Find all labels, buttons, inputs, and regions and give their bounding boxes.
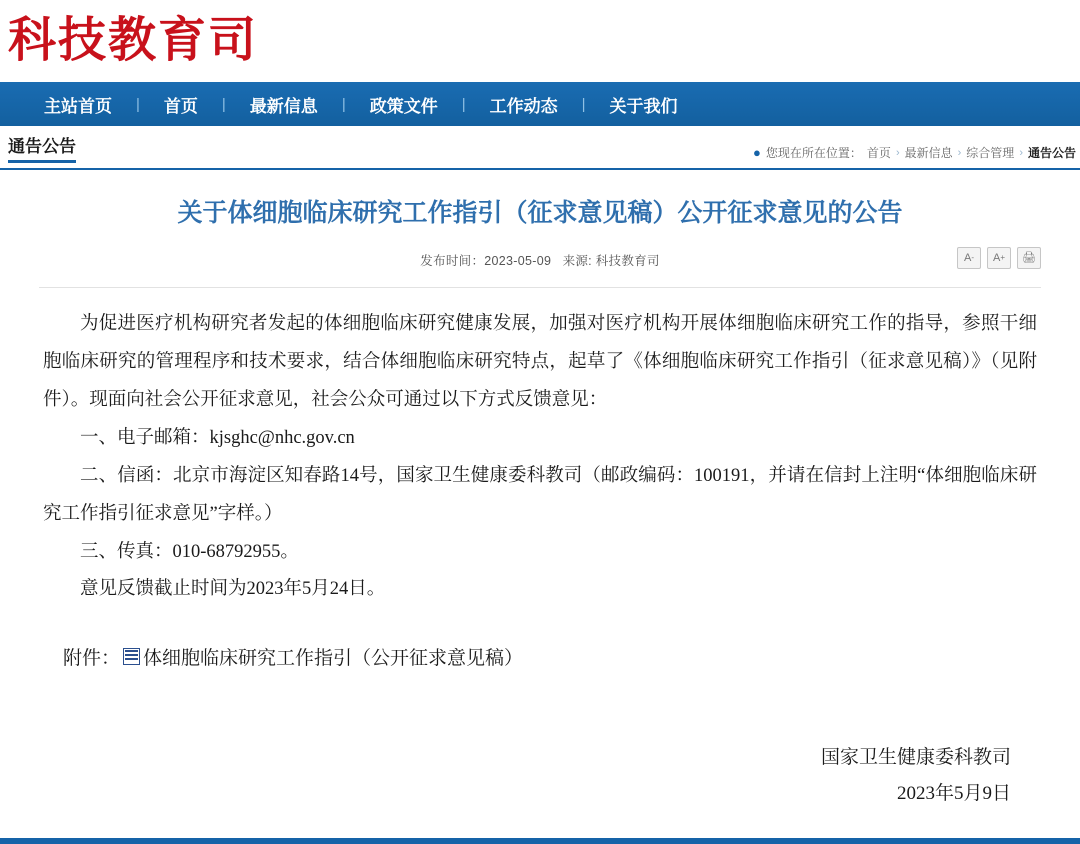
article-paragraph: 二、信函：北京市海淀区知春路14号，国家卫生健康委科教司（邮政编码：100191，并请在信封上注明“体细胞临床研究工作指引征求意见”字样。） bbox=[43, 465, 1037, 524]
chevron-right-icon: › bbox=[1019, 146, 1023, 159]
publish-time-label: 发布时间： bbox=[420, 254, 485, 268]
font-smaller-button[interactable]: A - bbox=[957, 247, 981, 269]
breadcrumb-prefix: 您现在所在位置： bbox=[765, 146, 862, 160]
breadcrumb bbox=[753, 144, 1076, 163]
article-tools bbox=[957, 247, 1041, 269]
nav-separator: | bbox=[221, 95, 226, 113]
font-larger-button[interactable]: A + bbox=[987, 247, 1011, 269]
breadcrumb-item-general-management[interactable]: 综合管理 bbox=[966, 146, 1015, 160]
nav-item-latest-info[interactable]: 最新信息 bbox=[249, 96, 318, 116]
nav-separator: | bbox=[581, 95, 586, 113]
attachment-label: 附件： bbox=[63, 648, 121, 670]
nav-separator: | bbox=[136, 95, 140, 113]
breadcrumb-item-current: 通告公告 bbox=[1027, 146, 1076, 160]
signature-org: 国家卫生健康委科教司 bbox=[820, 747, 1011, 769]
nav-item-home-main[interactable]: 主站首页 bbox=[44, 96, 112, 116]
nav-separator: | bbox=[341, 95, 346, 113]
source-label: 来源: bbox=[562, 254, 592, 268]
meta-divider bbox=[39, 287, 1041, 288]
word-document-icon bbox=[123, 648, 140, 665]
source-value: 科技教育司 bbox=[595, 254, 660, 268]
article-paragraph: 一、电子邮箱：kjsghc@nhc.gov.cn bbox=[80, 427, 355, 448]
nav-item-work-updates[interactable]: 工作动态 bbox=[489, 96, 558, 116]
nav-item-about-us[interactable]: 关于我们 bbox=[609, 96, 678, 116]
breadcrumb-item-home[interactable]: 首页 bbox=[866, 146, 891, 160]
site-logo: 科技教育司 bbox=[8, 14, 259, 67]
article-meta-text bbox=[420, 251, 659, 269]
location-pin-icon: ● bbox=[753, 145, 761, 160]
channel-breadcrumb-row bbox=[0, 126, 1080, 170]
main-nav bbox=[0, 82, 1080, 126]
print-icon[interactable]: 🖨 bbox=[1017, 247, 1041, 269]
article-paragraph: 意见反馈截止时间为2023年5月24日。 bbox=[80, 579, 386, 600]
article-paragraph: 三、传真：010-68792955。 bbox=[80, 541, 299, 562]
page-title: 通告公告 bbox=[8, 137, 76, 163]
article bbox=[39, 170, 1041, 813]
nav-separator: | bbox=[461, 95, 466, 113]
site-header bbox=[0, 0, 1080, 82]
article-paragraph: 为促进医疗机构研究者发起的体细胞临床研究健康发展，加强对医疗机构开展体细胞临床研究工作的指导，参照干细胞临床研究的管理程序和技术要求，结合体细胞临床研究特点，起草了《体细胞临床研究工作指引（征求意见稿）》（见附件）。现面向社会公开征求意见，社会公众可通过以下方式反馈意见： bbox=[43, 314, 1037, 410]
signature-date: 2023年5月9日 bbox=[896, 783, 1011, 805]
chevron-right-icon: › bbox=[895, 146, 900, 159]
nav-item-policy-docs[interactable]: 政策文件 bbox=[369, 96, 438, 116]
article-body bbox=[39, 306, 1041, 609]
chevron-right-icon: › bbox=[957, 146, 962, 159]
attachment-row bbox=[39, 643, 1041, 670]
attachment-link[interactable]: 体细胞临床研究工作指引（公开征求意见稿） bbox=[143, 648, 524, 670]
breadcrumb-item-latest-info[interactable]: 最新信息 bbox=[904, 146, 953, 160]
article-title: 关于体细胞临床研究工作指引（征求意见稿）公开征求意见的公告 bbox=[177, 200, 903, 227]
footer-rule bbox=[0, 838, 1080, 844]
article-meta bbox=[39, 247, 1041, 273]
publish-time-value: 2023-05-09 bbox=[484, 254, 552, 268]
article-signature bbox=[39, 740, 1041, 812]
nav-item-home[interactable]: 首页 bbox=[163, 96, 198, 116]
